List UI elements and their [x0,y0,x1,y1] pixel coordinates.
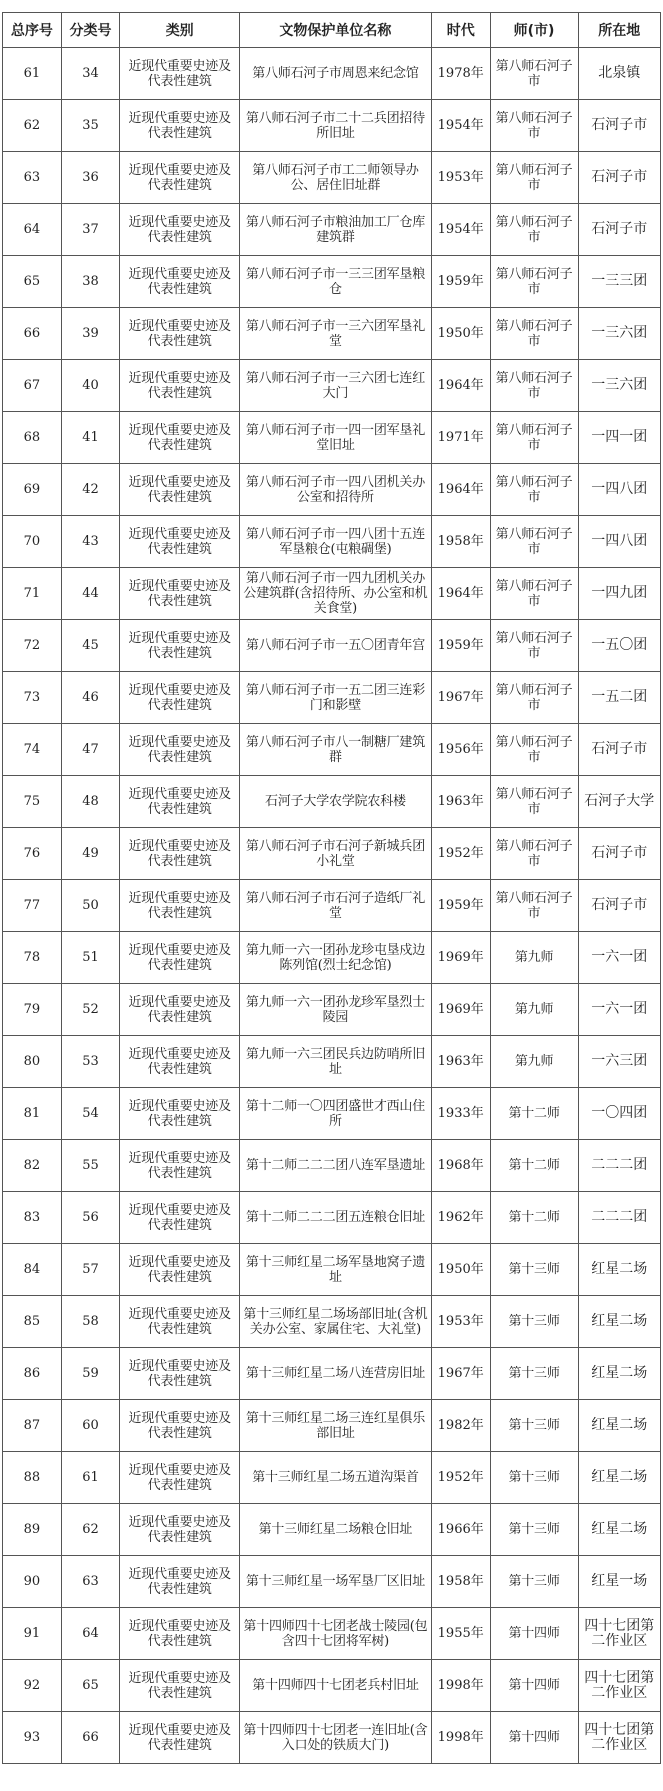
cell-era: 1998年 [431,1712,490,1764]
header-site-name: 文物保护单位名称 [240,13,432,48]
cell-division: 第八师石河子市 [490,48,578,100]
table-row [3,1660,661,1712]
header-total-no: 总序号 [3,13,62,48]
cell-site-name: 第八师石河子市一四八团机关办公室和招待所 [240,464,432,516]
cell-total-no: 80 [3,1036,62,1088]
cell-total-no: 90 [3,1556,62,1608]
cell-site-name: 第十四师四十七团老兵村旧址 [240,1660,432,1712]
table-row [3,464,661,516]
cell-total-no: 68 [3,412,62,464]
table-row [3,828,661,880]
table-row [3,1400,661,1452]
cell-class-no: 57 [61,1244,120,1296]
cell-era: 1958年 [431,1556,490,1608]
cell-location: 石河子大学 [578,776,660,828]
cell-total-no: 87 [3,1400,62,1452]
cell-category: 近现代重要史迹及代表性建筑 [120,1296,240,1348]
cell-total-no: 89 [3,1504,62,1556]
cell-category: 近现代重要史迹及代表性建筑 [120,620,240,672]
cell-era: 1954年 [431,100,490,152]
cell-category: 近现代重要史迹及代表性建筑 [120,1192,240,1244]
cell-era: 1954年 [431,204,490,256]
cell-category: 近现代重要史迹及代表性建筑 [120,1452,240,1504]
cell-class-no: 48 [61,776,120,828]
cell-total-no: 92 [3,1660,62,1712]
cell-era: 1964年 [431,464,490,516]
cell-category: 近现代重要史迹及代表性建筑 [120,568,240,620]
cell-era: 1950年 [431,1244,490,1296]
cell-total-no: 63 [3,152,62,204]
cell-total-no: 86 [3,1348,62,1400]
cell-division: 第十三师 [490,1348,578,1400]
cell-category: 近现代重要史迹及代表性建筑 [120,1712,240,1764]
cell-category: 近现代重要史迹及代表性建筑 [120,672,240,724]
cell-category: 近现代重要史迹及代表性建筑 [120,308,240,360]
cell-division: 第八师石河子市 [490,672,578,724]
cell-site-name: 第十二师一〇四团盛世才西山住所 [240,1088,432,1140]
cell-era: 1953年 [431,152,490,204]
cell-era: 1968年 [431,1140,490,1192]
cell-class-no: 50 [61,880,120,932]
cell-category: 近现代重要史迹及代表性建筑 [120,828,240,880]
cell-era: 1978年 [431,48,490,100]
cell-era: 1959年 [431,880,490,932]
cell-division: 第十三师 [490,1400,578,1452]
cell-total-no: 67 [3,360,62,412]
cell-total-no: 66 [3,308,62,360]
cell-location: 一六一团 [578,932,660,984]
table-row [3,1452,661,1504]
cell-site-name: 第十四师四十七团老一连旧址(含入口处的铁质大门) [240,1712,432,1764]
cell-division: 第八师石河子市 [490,360,578,412]
cell-category: 近现代重要史迹及代表性建筑 [120,1036,240,1088]
cell-site-name: 第十三师红星一场军垦厂区旧址 [240,1556,432,1608]
cell-total-no: 65 [3,256,62,308]
cell-category: 近现代重要史迹及代表性建筑 [120,204,240,256]
cell-location: 一〇四团 [578,1088,660,1140]
cell-site-name: 第八师石河子市二十二兵团招待所旧址 [240,100,432,152]
cell-location: 北泉镇 [578,48,660,100]
cell-location: 石河子市 [578,880,660,932]
cell-total-no: 84 [3,1244,62,1296]
table-row [3,724,661,776]
table-row [3,672,661,724]
cell-division: 第八师石河子市 [490,308,578,360]
cell-total-no: 69 [3,464,62,516]
cell-category: 近现代重要史迹及代表性建筑 [120,1140,240,1192]
cell-total-no: 79 [3,984,62,1036]
cell-class-no: 43 [61,516,120,568]
cell-class-no: 47 [61,724,120,776]
cell-site-name: 第十三师红星二场五道沟渠首 [240,1452,432,1504]
table-row [3,568,661,620]
header-era: 时代 [431,13,490,48]
cell-division: 第八师石河子市 [490,880,578,932]
cell-class-no: 65 [61,1660,120,1712]
cell-location: 红星二场 [578,1348,660,1400]
table-row [3,1712,661,1764]
cell-division: 第十三师 [490,1504,578,1556]
cell-category: 近现代重要史迹及代表性建筑 [120,984,240,1036]
cell-site-name: 第八师石河子市一三六团军垦礼堂 [240,308,432,360]
cell-category: 近现代重要史迹及代表性建筑 [120,1608,240,1660]
cell-location: 一六三团 [578,1036,660,1088]
table-row [3,1036,661,1088]
cell-division: 第十四师 [490,1608,578,1660]
cell-era: 1964年 [431,568,490,620]
table-row [3,308,661,360]
header-location: 所在地 [578,13,660,48]
cell-division: 第八师石河子市 [490,464,578,516]
cell-division: 第九师 [490,984,578,1036]
cell-location: 石河子市 [578,100,660,152]
table-header-row [3,13,661,48]
cell-total-no: 74 [3,724,62,776]
cell-division: 第八师石河子市 [490,568,578,620]
cell-total-no: 76 [3,828,62,880]
cell-site-name: 第八师石河子市工二师领导办公、居住旧址群 [240,152,432,204]
cell-site-name: 第八师石河子市一五〇团青年宫 [240,620,432,672]
cell-division: 第八师石河子市 [490,620,578,672]
cell-era: 1971年 [431,412,490,464]
cell-division: 第八师石河子市 [490,724,578,776]
cell-total-no: 71 [3,568,62,620]
table-row [3,1296,661,1348]
cell-era: 1953年 [431,1296,490,1348]
cell-era: 1955年 [431,1608,490,1660]
table-row [3,1192,661,1244]
table-row [3,1608,661,1660]
cell-division: 第八师石河子市 [490,100,578,152]
cell-site-name: 第十三师红星二场场部旧址(含机关办公室、家属住宅、大礼堂) [240,1296,432,1348]
table-row [3,100,661,152]
cell-location: 红星一场 [578,1556,660,1608]
table-row [3,620,661,672]
cell-site-name: 石河子大学农学院农科楼 [240,776,432,828]
cell-site-name: 第九师一六三团民兵边防哨所旧址 [240,1036,432,1088]
cell-category: 近现代重要史迹及代表性建筑 [120,1244,240,1296]
cell-class-no: 42 [61,464,120,516]
cell-division: 第八师石河子市 [490,776,578,828]
cell-class-no: 66 [61,1712,120,1764]
cell-location: 石河子市 [578,828,660,880]
cell-site-name: 第十二师二二二团五连粮仓旧址 [240,1192,432,1244]
cell-era: 1998年 [431,1660,490,1712]
cell-total-no: 78 [3,932,62,984]
cell-division: 第九师 [490,932,578,984]
cell-division: 第十二师 [490,1140,578,1192]
table-row [3,516,661,568]
table-row [3,984,661,1036]
table-row [3,1244,661,1296]
cell-total-no: 93 [3,1712,62,1764]
cell-location: 四十七团第二作业区 [578,1712,660,1764]
cell-location: 一五〇团 [578,620,660,672]
table-row [3,204,661,256]
cell-site-name: 第八师石河子市石河子造纸厂礼堂 [240,880,432,932]
cell-division: 第八师石河子市 [490,204,578,256]
cell-site-name: 第八师石河子市一三六团七连红大门 [240,360,432,412]
cell-site-name: 第十三师红星二场八连营房旧址 [240,1348,432,1400]
cell-division: 第十三师 [490,1296,578,1348]
table-row [3,932,661,984]
header-category: 类别 [120,13,240,48]
cell-era: 1959年 [431,256,490,308]
cell-site-name: 第八师石河子市粮油加工厂仓库建筑群 [240,204,432,256]
cell-era: 1967年 [431,672,490,724]
cell-location: 红星二场 [578,1244,660,1296]
cell-location: 一六一团 [578,984,660,1036]
cell-location: 二二二团 [578,1192,660,1244]
cell-location: 石河子市 [578,204,660,256]
cell-category: 近现代重要史迹及代表性建筑 [120,360,240,412]
cell-class-no: 49 [61,828,120,880]
table-body [3,48,661,1764]
cell-category: 近现代重要史迹及代表性建筑 [120,932,240,984]
cell-site-name: 第八师石河子市石河子新城兵团小礼堂 [240,828,432,880]
cell-division: 第十二师 [490,1192,578,1244]
cell-era: 1964年 [431,360,490,412]
cell-division: 第十二师 [490,1088,578,1140]
cell-class-no: 52 [61,984,120,1036]
cell-location: 四十七团第二作业区 [578,1608,660,1660]
cell-location: 红星二场 [578,1504,660,1556]
table-row [3,1556,661,1608]
cell-division: 第十三师 [490,1244,578,1296]
cell-location: 一四一团 [578,412,660,464]
cell-division: 第十四师 [490,1712,578,1764]
cell-division: 第八师石河子市 [490,412,578,464]
cell-total-no: 72 [3,620,62,672]
cell-category: 近现代重要史迹及代表性建筑 [120,724,240,776]
cell-class-no: 35 [61,100,120,152]
cell-category: 近现代重要史迹及代表性建筑 [120,48,240,100]
cell-total-no: 91 [3,1608,62,1660]
cell-division: 第十三师 [490,1556,578,1608]
cell-location: 一三六团 [578,308,660,360]
cell-era: 1963年 [431,776,490,828]
cell-division: 第八师石河子市 [490,152,578,204]
header-class-no: 分类号 [61,13,120,48]
cell-total-no: 81 [3,1088,62,1140]
table-row [3,48,661,100]
cell-class-no: 63 [61,1556,120,1608]
cell-total-no: 82 [3,1140,62,1192]
cell-location: 二二二团 [578,1140,660,1192]
cell-category: 近现代重要史迹及代表性建筑 [120,1088,240,1140]
cell-location: 一四八团 [578,464,660,516]
cell-category: 近现代重要史迹及代表性建筑 [120,152,240,204]
cell-category: 近现代重要史迹及代表性建筑 [120,100,240,152]
cell-era: 1982年 [431,1400,490,1452]
cell-location: 石河子市 [578,152,660,204]
cell-division: 第十三师 [490,1452,578,1504]
cell-era: 1950年 [431,308,490,360]
cell-class-no: 59 [61,1348,120,1400]
cell-location: 一四八团 [578,516,660,568]
cell-category: 近现代重要史迹及代表性建筑 [120,1660,240,1712]
cell-category: 近现代重要史迹及代表性建筑 [120,1400,240,1452]
cell-site-name: 第十三师红星二场军垦地窝子遗址 [240,1244,432,1296]
cell-category: 近现代重要史迹及代表性建筑 [120,1556,240,1608]
cell-class-no: 37 [61,204,120,256]
cell-location: 四十七团第二作业区 [578,1660,660,1712]
cell-total-no: 61 [3,48,62,100]
cell-division: 第十四师 [490,1660,578,1712]
cell-category: 近现代重要史迹及代表性建筑 [120,256,240,308]
table-row [3,360,661,412]
table-row [3,1088,661,1140]
cell-total-no: 88 [3,1452,62,1504]
cell-era: 1956年 [431,724,490,776]
cell-site-name: 第八师石河子市一四九团机关办公建筑群(含招待所、办公室和机关食堂) [240,568,432,620]
table-row [3,1504,661,1556]
cell-site-name: 第八师石河子市一四一团军垦礼堂旧址 [240,412,432,464]
cell-era: 1963年 [431,1036,490,1088]
cell-era: 1967年 [431,1348,490,1400]
table-row [3,412,661,464]
cell-class-no: 53 [61,1036,120,1088]
cell-total-no: 85 [3,1296,62,1348]
table-row [3,1348,661,1400]
cell-site-name: 第八师石河子市周恩来纪念馆 [240,48,432,100]
cell-class-no: 54 [61,1088,120,1140]
cell-site-name: 第八师石河子市一四八团十五连军垦粮仓(屯粮碉堡) [240,516,432,568]
cell-location: 石河子市 [578,724,660,776]
cell-category: 近现代重要史迹及代表性建筑 [120,412,240,464]
cell-site-name: 第八师石河子市八一制糖厂建筑群 [240,724,432,776]
cell-total-no: 77 [3,880,62,932]
cell-class-no: 45 [61,620,120,672]
cell-location: 一三三团 [578,256,660,308]
cell-site-name: 第八师石河子市一五二团三连彩门和影壁 [240,672,432,724]
cell-location: 红星二场 [578,1452,660,1504]
cell-division: 第九师 [490,1036,578,1088]
cell-class-no: 55 [61,1140,120,1192]
cell-total-no: 75 [3,776,62,828]
table-row [3,776,661,828]
cell-class-no: 58 [61,1296,120,1348]
cell-era: 1952年 [431,1452,490,1504]
cell-category: 近现代重要史迹及代表性建筑 [120,880,240,932]
cell-era: 1959年 [431,620,490,672]
cell-category: 近现代重要史迹及代表性建筑 [120,464,240,516]
cell-total-no: 73 [3,672,62,724]
cell-category: 近现代重要史迹及代表性建筑 [120,1348,240,1400]
heritage-table [2,12,661,1764]
cell-location: 一五二团 [578,672,660,724]
cell-era: 1966年 [431,1504,490,1556]
cell-division: 第八师石河子市 [490,828,578,880]
cell-total-no: 83 [3,1192,62,1244]
cell-class-no: 41 [61,412,120,464]
cell-total-no: 64 [3,204,62,256]
cell-era: 1952年 [431,828,490,880]
cell-class-no: 46 [61,672,120,724]
cell-total-no: 70 [3,516,62,568]
table-row [3,256,661,308]
cell-class-no: 56 [61,1192,120,1244]
cell-location: 一四九团 [578,568,660,620]
cell-location: 一三六团 [578,360,660,412]
cell-class-no: 44 [61,568,120,620]
cell-category: 近现代重要史迹及代表性建筑 [120,776,240,828]
cell-category: 近现代重要史迹及代表性建筑 [120,516,240,568]
cell-site-name: 第十三师红星二场粮仓旧址 [240,1504,432,1556]
table-row [3,880,661,932]
table-row [3,1140,661,1192]
cell-location: 红星二场 [578,1296,660,1348]
header-division: 师(市) [490,13,578,48]
cell-class-no: 34 [61,48,120,100]
table-row [3,152,661,204]
cell-division: 第八师石河子市 [490,256,578,308]
cell-era: 1962年 [431,1192,490,1244]
cell-era: 1969年 [431,932,490,984]
cell-class-no: 60 [61,1400,120,1452]
cell-total-no: 62 [3,100,62,152]
cell-class-no: 39 [61,308,120,360]
cell-site-name: 第八师石河子市一三三团军垦粮仓 [240,256,432,308]
cell-class-no: 62 [61,1504,120,1556]
cell-category: 近现代重要史迹及代表性建筑 [120,1504,240,1556]
cell-era: 1933年 [431,1088,490,1140]
cell-class-no: 61 [61,1452,120,1504]
cell-site-name: 第九师一六一团孙龙珍军垦烈士陵园 [240,984,432,1036]
cell-class-no: 38 [61,256,120,308]
cell-era: 1958年 [431,516,490,568]
cell-site-name: 第九师一六一团孙龙珍屯垦戍边陈列馆(烈士纪念馆) [240,932,432,984]
cell-location: 红星二场 [578,1400,660,1452]
cell-class-no: 36 [61,152,120,204]
cell-site-name: 第十四师四十七团老战士陵园(包含四十七团将军树) [240,1608,432,1660]
cell-class-no: 40 [61,360,120,412]
cell-class-no: 64 [61,1608,120,1660]
cell-site-name: 第十三师红星二场三连红星俱乐部旧址 [240,1400,432,1452]
cell-division: 第八师石河子市 [490,516,578,568]
cell-era: 1969年 [431,984,490,1036]
cell-class-no: 51 [61,932,120,984]
cell-site-name: 第十二师二二二团八连军垦遗址 [240,1140,432,1192]
